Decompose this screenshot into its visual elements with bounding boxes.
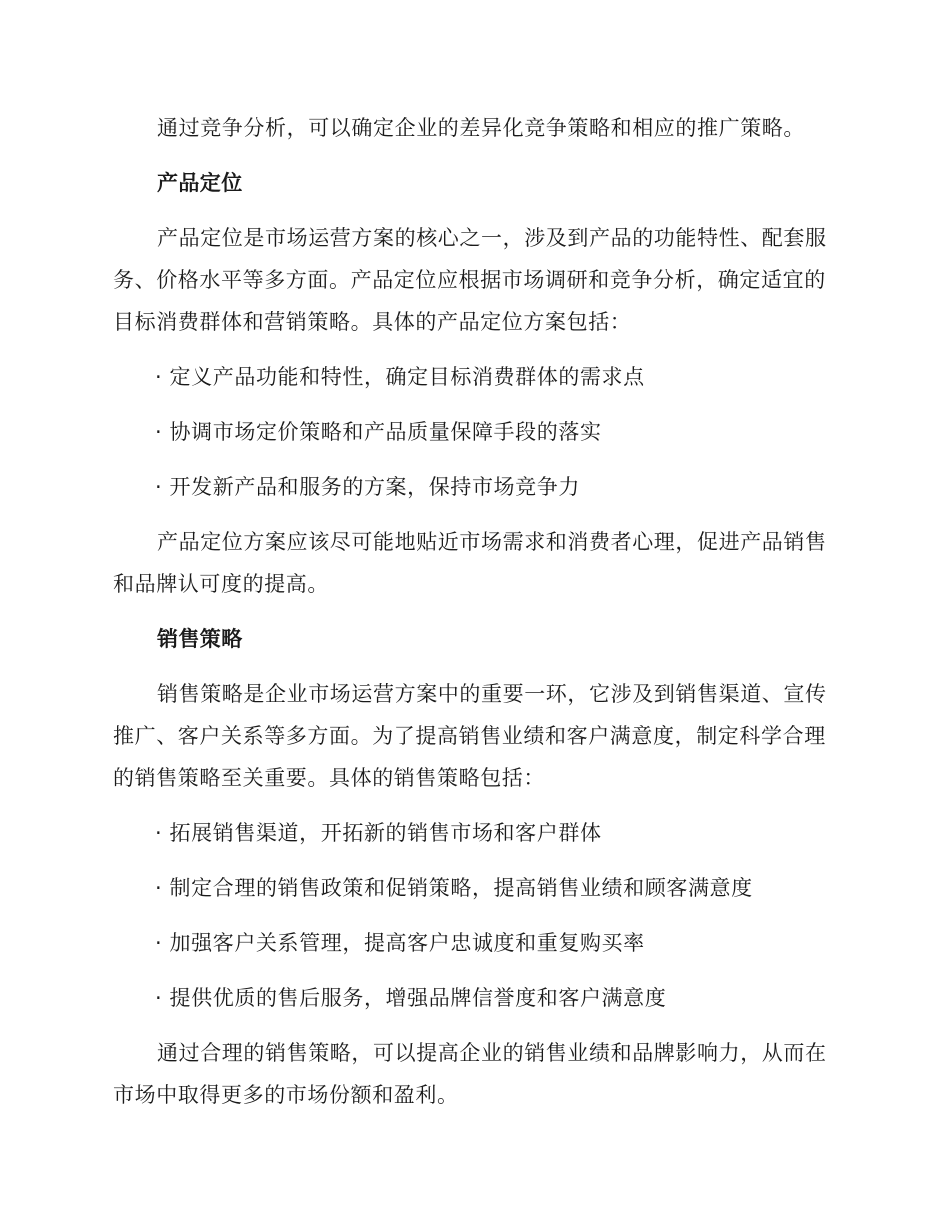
bullet-item: · 定义产品功能和特性，确定目标消费群体的需求点 xyxy=(155,365,645,389)
bullet-item: · 拓展销售渠道，开拓新的销售市场和客户群体 xyxy=(155,821,602,845)
paragraph-line: 通过合理的销售策略，可以提高企业的销售业绩和品牌影响力，从而在 xyxy=(157,1041,827,1065)
bullet-item: · 加强客户关系管理，提高客户忠诚度和重复购买率 xyxy=(155,931,645,955)
bullet-item: · 协调市场定价策略和产品质量保障手段的落实 xyxy=(155,420,602,444)
paragraph-line: 推广、客户关系等多方面。为了提高销售业绩和客户满意度，制定科学合理 xyxy=(113,724,826,748)
paragraph-line: 目标消费群体和营销策略。具体的产品定位方案包括： xyxy=(113,310,632,334)
paragraph-line: 的销售策略至关重要。具体的销售策略包括： xyxy=(113,766,545,790)
bullet-item: · 开发新产品和服务的方案，保持市场竞争力 xyxy=(155,475,580,499)
bullet-item: · 制定合理的销售政策和促销策略，提高销售业绩和顾客满意度 xyxy=(155,876,753,900)
bullet-item: · 提供优质的售后服务，增强品牌信誉度和客户满意度 xyxy=(155,986,667,1010)
paragraph-line: 产品定位方案应该尽可能地贴近市场需求和消费者心理，促进产品销售 xyxy=(157,530,827,554)
paragraph-line: 务、价格水平等多方面。产品定位应根据市场调研和竞争分析，确定适宜的 xyxy=(113,268,826,292)
paragraph-line: 销售策略是企业市场运营方案中的重要一环，它涉及到销售渠道、宣传 xyxy=(157,682,827,706)
section-heading-product-positioning: 产品定位 xyxy=(157,171,243,195)
paragraph-line: 市场中取得更多的市场份额和盈利。 xyxy=(113,1083,459,1107)
section-heading-sales-strategy: 销售策略 xyxy=(157,627,243,651)
paragraph-line: 产品定位是市场运营方案的核心之一，涉及到产品的功能特性、配套服 xyxy=(157,226,827,250)
paragraph-line: 和品牌认可度的提高。 xyxy=(113,572,329,596)
intro-paragraph: 通过竞争分析，可以确定企业的差异化竞争策略和相应的推广策略。 xyxy=(157,116,805,140)
